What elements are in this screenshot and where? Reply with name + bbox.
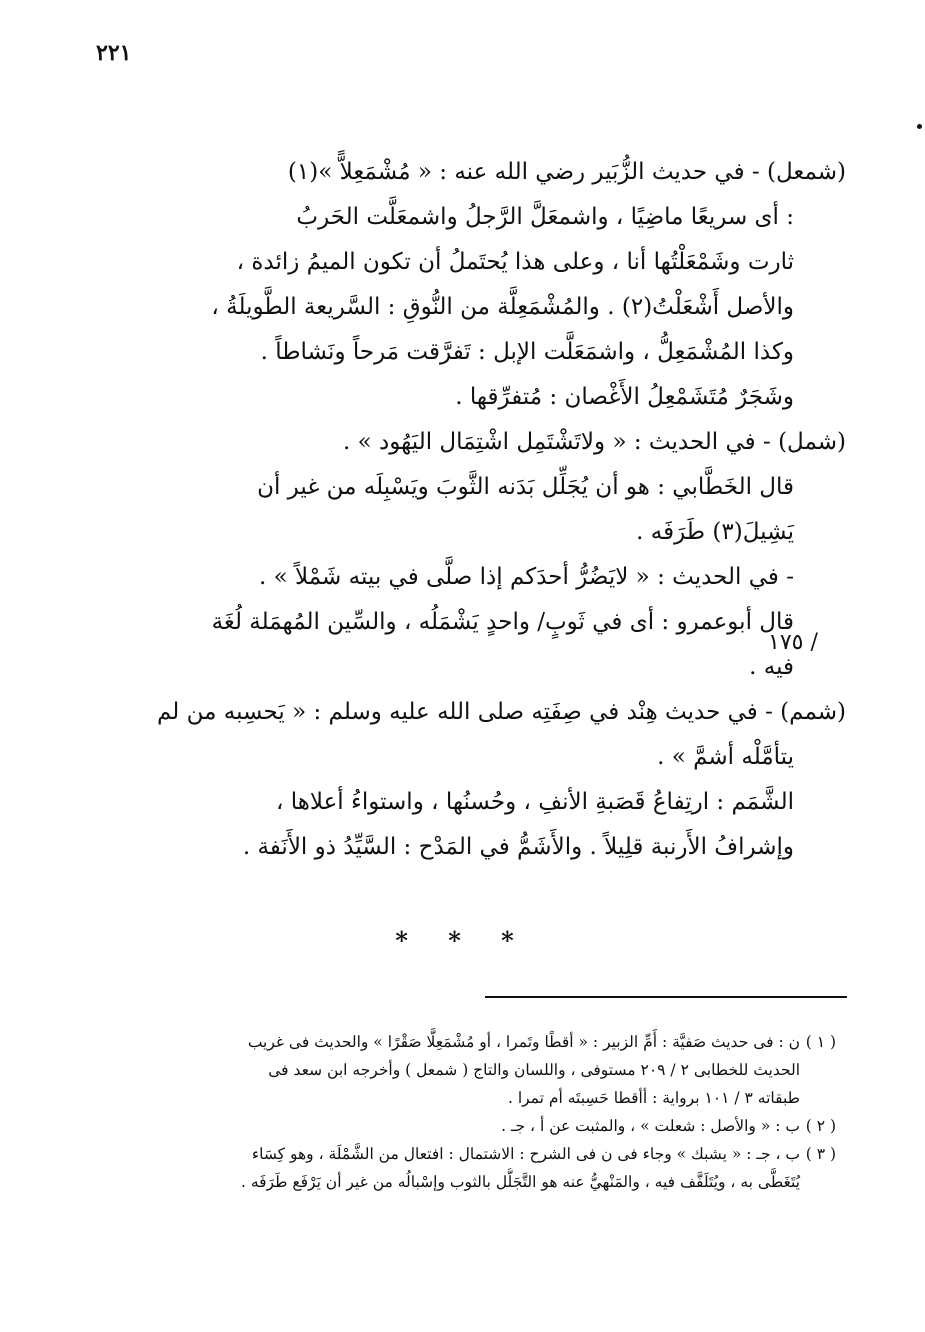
- main-text: [86, 150, 846, 870]
- footnote-text: ب : « والأصل : شعلت » ، والمثبت عن أ ، جـ .: [501, 1117, 800, 1135]
- footnote-number: ( ٣ ): [805, 1145, 836, 1163]
- footnote-line: [86, 1140, 836, 1168]
- footnote-number: ( ٢ ): [805, 1117, 836, 1135]
- footnote-text: الحديث للخطابى ٢ / ٢٠٩ مستوفى ، واللسان والتاج ( شمعل ) وأخرجه ابن سعد فى: [268, 1061, 800, 1079]
- text-line: والأصل أَشْعَلْتُ(٢) . والمُشْمَعِلَّة من النُّوقِ : السَّريعة الطَّويلَةُ ،: [211, 294, 794, 320]
- margin-dot: [917, 124, 922, 129]
- footnote-text: يُتَغَطَّى به ، ويُتَلَفَّف فيه ، والمَنْهيُّ عنه هو التَّجَلُّل بالثوب وإسْبالُه من غير أن يَرْفَع طَرَفَه .: [240, 1173, 800, 1191]
- text-line: قال أبوعمرو : أى في ثَوبٍ/ واحدٍ يَشْمَلُه ، والسِّين المُهمَلة لُغَة: [211, 609, 794, 635]
- footnote-text: ب ، جـ : « يشبك » وجاء فى ن فى الشرح : الاشتمال : افتعال من الشَّمْلَة ، وهو كِسَاء: [251, 1145, 800, 1163]
- footnote-line: [86, 1028, 836, 1056]
- footnote-line: [86, 1112, 836, 1140]
- margin-page-reference: ١٧٥ /: [768, 630, 818, 655]
- text-line: (شمم) - في حديث هِنْد في صِفَتِه صلى الله عليه وسلم : « يَحسِبه من لم: [156, 699, 846, 725]
- text-line: وكذا المُشْمَعِلُّ ، واشمَعَلَّت الإبل : تَفرَّقت مَرحاً ونَشاطاً .: [260, 339, 794, 365]
- text-line: وإشرافُ الأَرنبة قلِيلاً . والأَشَمُّ في المَدْح : السَّيِّدُ ذو الأَنَفة .: [242, 834, 794, 860]
- text-line: (شمعل) - في حديث الزُّبَير رضي الله عنه : « مُشْمَعِلاًّ »(١): [287, 159, 846, 185]
- footnotes: [86, 1028, 836, 1196]
- text-line: : أى سريعًا ماضِيًا ، واشمعَلَّ الرَّجلُ واشمعَلَّت الحَربُ: [296, 204, 794, 230]
- text-line: وشَجَرٌ مُتَشَمْعِلُ الأَغْصان : مُتفرِّقها .: [455, 384, 794, 410]
- text-line: قال الخَطَّابي : هو أن يُجَلِّل بَدَنه الثَّوبَ ويَسْبِلَه من غير أن: [257, 474, 794, 500]
- footnote-number: ( ١ ): [805, 1033, 836, 1051]
- text-line: يَشِيلَ(٣) طَرَفَه .: [636, 519, 794, 545]
- footnote-divider: [485, 996, 847, 998]
- text-line: الشَّمَم : ارتِفاعُ قَصَبةِ الأنفِ ، وحُسنُها ، واستواءُ أعلاها ،: [275, 789, 794, 815]
- text-line: - في الحديث : « لايَضُرُّ أحدَكم إذا صلَّى في بيته شَمْلاً » .: [259, 564, 794, 590]
- text-line: فيه .: [749, 654, 794, 680]
- text-line: (شمل) - في الحديث : « ولاتَشْتَمِل اشْتِمَال اليَهُود » .: [343, 429, 846, 455]
- footnote-line: [86, 1056, 836, 1084]
- section-separator: * * *: [395, 926, 530, 955]
- footnote-text: ن : فى حديث صَفيَّة : أَمِّ الزبير : « أقطًا وتَمرا ، أو مُشْمَعِلًّا صَقْرًا » والحديث فى غريب: [247, 1033, 800, 1051]
- text-line: يتأمَّلْه أشمَّ » .: [657, 744, 794, 770]
- page-number: ٢٢١: [96, 40, 132, 66]
- footnote-line: [86, 1168, 836, 1196]
- footnote-line: [86, 1084, 836, 1112]
- footnote-text: طبقاته ٣ / ١٠١ برواية : أأقطا حَسِبتَه أم تمرا .: [507, 1089, 800, 1107]
- text-line: ثارت وشَمْعَلْتُها أنا ، وعلى هذا يُحتَملُ أن تكون الميمُ زائدة ،: [236, 249, 794, 275]
